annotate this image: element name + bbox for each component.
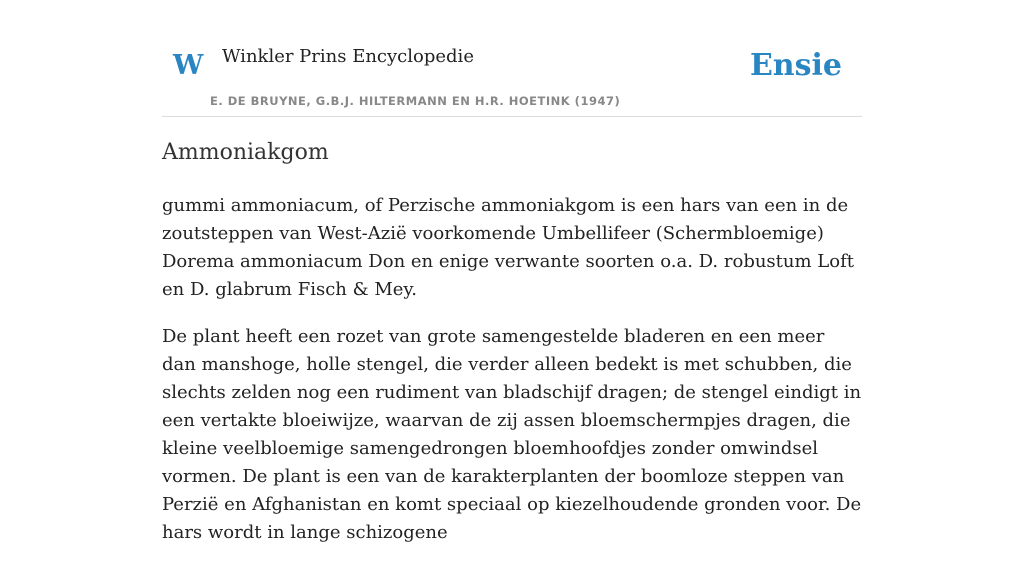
article-paragraph: gummi ammoniacum, of Perzische ammoniakgom is een hars van een in de zoutsteppen van West-Azië voorkomende Umbellifeer (Schermbloemige) Dorema ammoniacum Don en enige verwante soorten o.a. D. robustum Loft en D. glabrum Fisch & Mey. (162, 195, 854, 300)
article-title: Ammoniakgom (162, 140, 329, 165)
article-body (162, 192, 862, 566)
header (162, 0, 862, 117)
ensie-logo[interactable]: Ensie (749, 48, 842, 83)
source-authors: E. DE BRUYNE, G.B.J. HILTERMANN EN H.R. HOETINK (1947) (210, 94, 621, 108)
source-title-link[interactable]: Winkler Prins Encyclopedie (222, 46, 474, 67)
encyclopedia-logo[interactable]: W (173, 50, 204, 81)
article-paragraph: De plant heeft een rozet van grote samengestelde bladeren en een meer dan manshoge, holle stengel, die verder alleen bedekt is met schubben, die slechts zelden nog een rudiment van bladschijf dragen; de stengel eindigt in een vertakte bloeiwijze, waarvan de zij assen bloemschermpjes dragen, die kleine veelbloemige samengedrongen bloemhoofdjes zonder omwindsel vormen. De plant is een van de karakterplanten der boomloze steppen van Perzië en Afghanistan en komt speciaal op kiezelhoudende gronden voor. De hars wordt in lange schizogene (162, 326, 862, 543)
